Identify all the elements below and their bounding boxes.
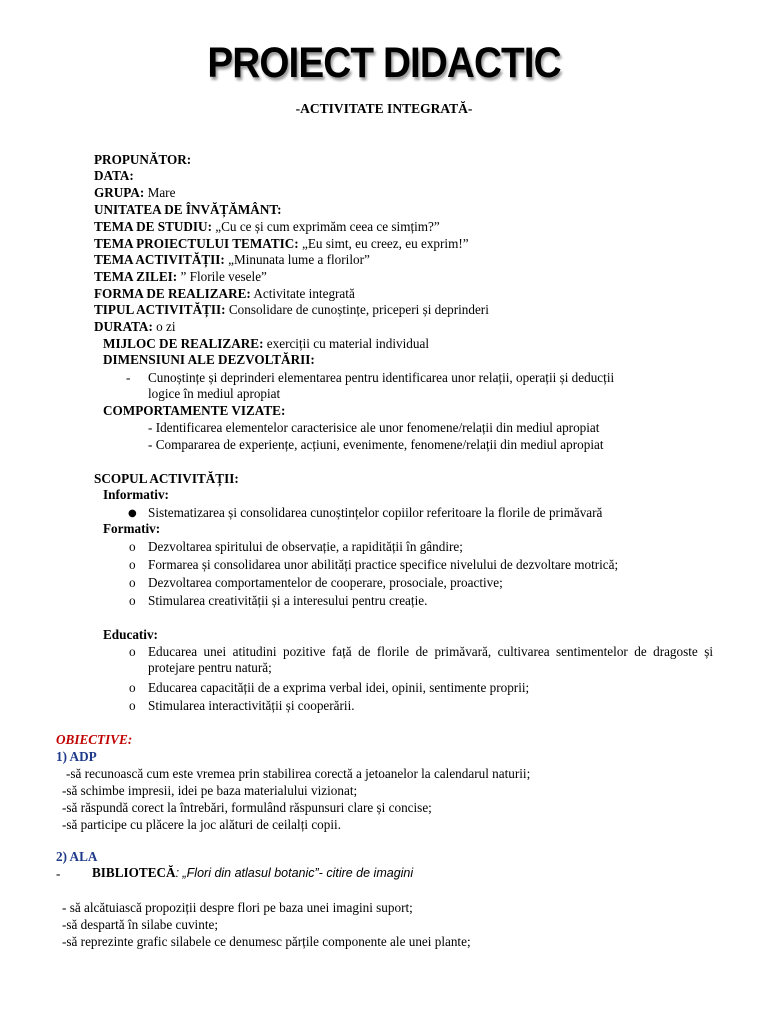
field-grupa: GRUPA: Mare [94,185,176,200]
field-mijloc: MIJLOC DE REALIZARE: exerciții cu material individual [103,336,429,351]
informativ-item: Sistematizarea și consolidarea cunoștințelor copiilor referitoare la florile de primăvară [148,505,603,520]
circle-bullet-icon: o [129,575,136,590]
ala-dash: - [56,866,61,881]
field-data: DATA: [94,168,134,183]
comportamente-heading: COMPORTAMENTE VIZATE: [103,403,286,418]
ala-item: -să despartă în silabe cuvinte; [62,917,218,932]
adp-heading: 1) ADP [56,749,97,764]
page-title: PROIECT DIDACTIC [207,39,561,87]
formativ-item: Dezvoltarea spiritului de observație, a rapidității în gândire; [148,539,463,554]
obiective-heading: OBIECTIVE: [56,732,133,747]
field-tema-activitatii: TEMA ACTIVITĂȚII: „Minunata lume a florilor” [94,252,370,267]
ala-item: - să alcătuiască propoziții despre flori pe baza unei imagini suport; [62,900,413,915]
ala-heading: 2) ALA [56,849,98,864]
educativ-item: Stimularea interactivității și cooperării. [148,698,355,713]
circle-bullet-icon: o [129,680,136,695]
circle-bullet-icon: o [129,644,136,659]
field-dimensiuni: DIMENSIUNI ALE DEZVOLTĂRII: [103,352,315,367]
formativ-heading: Formativ: [103,521,161,536]
ala-item: -să reprezinte grafic silabele ce denumesc părțile componente ale unei plante; [62,934,471,949]
comportament-item: - Identificarea elementelor caracterisice ale unor fenomene/relații din mediul apropiat [148,420,600,435]
circle-bullet-icon: o [129,539,136,554]
field-tipul: TIPUL ACTIVITĂȚII: Consolidare de cunoștințe, priceperi și deprinderi [94,302,489,317]
circle-bullet-icon: o [129,557,136,572]
adp-item: -să schimbe impresii, idei pe baza materialului vizionat; [62,783,358,798]
formativ-item: Dezvoltarea comportamentelor de cooperare, prosociale, proactive; [148,575,503,590]
biblioteca-line: BIBLIOTECĂ: „Flori din atlasul botanic”- citire de imagini [92,865,414,880]
field-forma: FORMA DE REALIZARE: Activitate integrată [94,286,355,301]
dimensiuni-line-1: Cunoștințe și deprinderi elementarea pentru identificarea unor relații, operații și deducții [148,370,615,385]
bullet-icon: ● [128,508,137,519]
field-unitatea: UNITATEA DE ÎNVĂȚĂMÂNT: [94,202,282,217]
field-tema-proiect: TEMA PROIECTULUI TEMATIC: „Eu simt, eu creez, eu exprim!” [94,236,469,251]
educativ-item: Educarea unei atitudini pozitive față de florile de primăvară, cultivarea sentimentelor de dragoste și protejare pentru natură; [148,644,713,675]
field-tema-studiu: TEMA DE STUDIU: „Cu ce și cum exprimăm ceea ce simțim?” [94,219,440,234]
field-tema-zilei: TEMA ZILEI: ” Florile vesele” [94,269,267,284]
adp-item: -să recunoască cum este vremea prin stabilirea corectă a jetoanelor la calendarul naturii; [66,766,531,781]
educativ-item: Educarea capacității de a exprima verbal idei, opinii, sentimente proprii; [148,680,530,695]
formativ-item: Formarea și consolidarea unor abilități practice specifice nivelului de dezvoltare motrică; [148,557,619,572]
scop-heading: SCOPUL ACTIVITĂȚII: [94,471,239,486]
formativ-item: Stimularea creativității și a interesului pentru creație. [148,593,428,608]
comportament-item: - Compararea de experiențe, acțiuni, evenimente, fenomene/relații din mediul apropiat [148,437,604,452]
field-propunator: PROPUNĂTOR: [94,152,192,167]
dimensiuni-dash: - [126,370,131,385]
dimensiuni-line-2: logice în mediul apropiat [148,386,281,401]
informativ-heading: Informativ: [103,487,169,502]
educativ-heading: Educativ: [103,627,158,642]
circle-bullet-icon: o [129,593,136,608]
adp-item: -să răspundă corect la întrebări, formulând răspunsuri clare și concise; [62,800,432,815]
field-durata: DURATA: o zi [94,319,176,334]
circle-bullet-icon: o [129,698,136,713]
subtitle: -ACTIVITATE INTEGRATĂ- [295,101,473,116]
adp-item: -să participe cu plăcere la joc alături de ceilalți copii. [62,817,341,832]
